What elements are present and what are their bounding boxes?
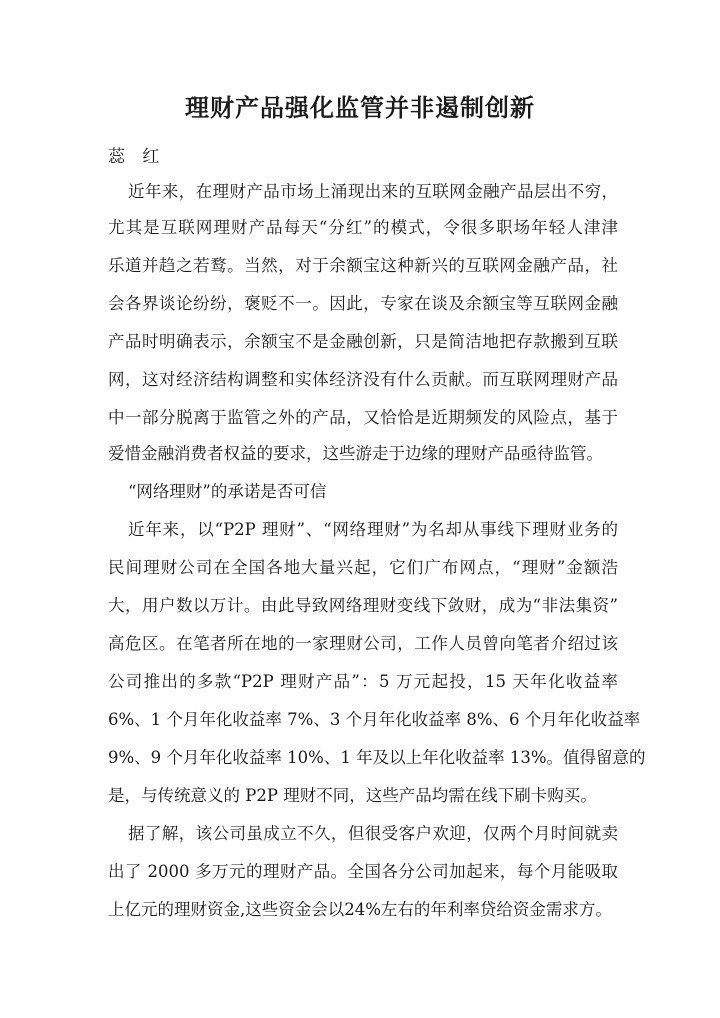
paragraph-line: 爱惜金融消费者权益的要求，这些游走于边缘的理财产品亟待监管。 — [108, 444, 603, 463]
paragraph-line: 大，用户数以万计。由此导致网络理财变线下敛财，成为“非法集资” — [108, 596, 618, 615]
paragraph-line: 出了 2000 多万元的理财产品。全国各分公司加起来，每个月能吸取 — [108, 862, 618, 881]
paragraph-line: 据了解，该公司虽成立不久，但很受客户欢迎，仅两个月时间就卖 — [128, 824, 618, 843]
paragraph-line: 乐道并趋之若鹜。当然，对于余额宝这种新兴的互联网金融产品，社 — [108, 256, 618, 275]
paragraph-line: 尤其是互联网理财产品每天“分红”的模式，令很多职场年轻人津津 — [108, 218, 618, 237]
paragraph-line: 近年来，在理财产品市场上涌现出来的互联网金融产品层出不穷， — [128, 182, 618, 201]
section-heading: “网络理财”的承诺是否可信 — [128, 482, 327, 501]
paragraph-line: 是，与传统意义的 P2P 理财不同，这些产品均需在线下刷卡购买。 — [108, 786, 597, 805]
paragraph-line: 会各界谈论纷纷，褒贬不一。因此，专家在谈及余额宝等互联网金融 — [108, 294, 618, 313]
author-name: 蕊 红 — [108, 147, 166, 167]
paragraph-line: 产品时明确表示，余额宝不是金融创新，只是简洁地把存款搬到互联 — [108, 332, 618, 351]
paragraph-line: 中一部分脱离于监管之外的产品，又恰恰是近期频发的风险点，基于 — [108, 408, 618, 427]
paragraph-line: 近年来，以“P2P 理财”、“网络理财”为名却从事线下理财业务的 — [128, 520, 618, 539]
paragraph-line: 民间理财公司在全国各地大量兴起，它们广布网点，“理财”金额浩 — [108, 558, 618, 577]
paragraph-line: 上亿元的理财资金,这些资金会以24%左右的年利率贷给资金需求方。 — [108, 900, 612, 919]
document-title: 理财产品强化监管并非遏制创新 — [185, 93, 535, 122]
paragraph-line: 网，这对经济结构调整和实体经济没有什么贡献。而互联网理财产品 — [108, 370, 618, 389]
paragraph-line: 公司推出的多款“P2P 理财产品”：5 万元起投，15 天年化收益率 — [108, 672, 618, 691]
paragraph-line: 9%、9 个月年化收益率 10%、1 年及以上年化收益率 13%。值得留意的 — [108, 748, 646, 767]
paragraph-line: 6%、1 个月年化收益率 7%、3 个月年化收益率 8%、6 个月年化收益率 — [108, 710, 641, 729]
paragraph-line: 高危区。在笔者所在地的一家理财公司，工作人员曾向笔者介绍过该 — [108, 634, 618, 653]
